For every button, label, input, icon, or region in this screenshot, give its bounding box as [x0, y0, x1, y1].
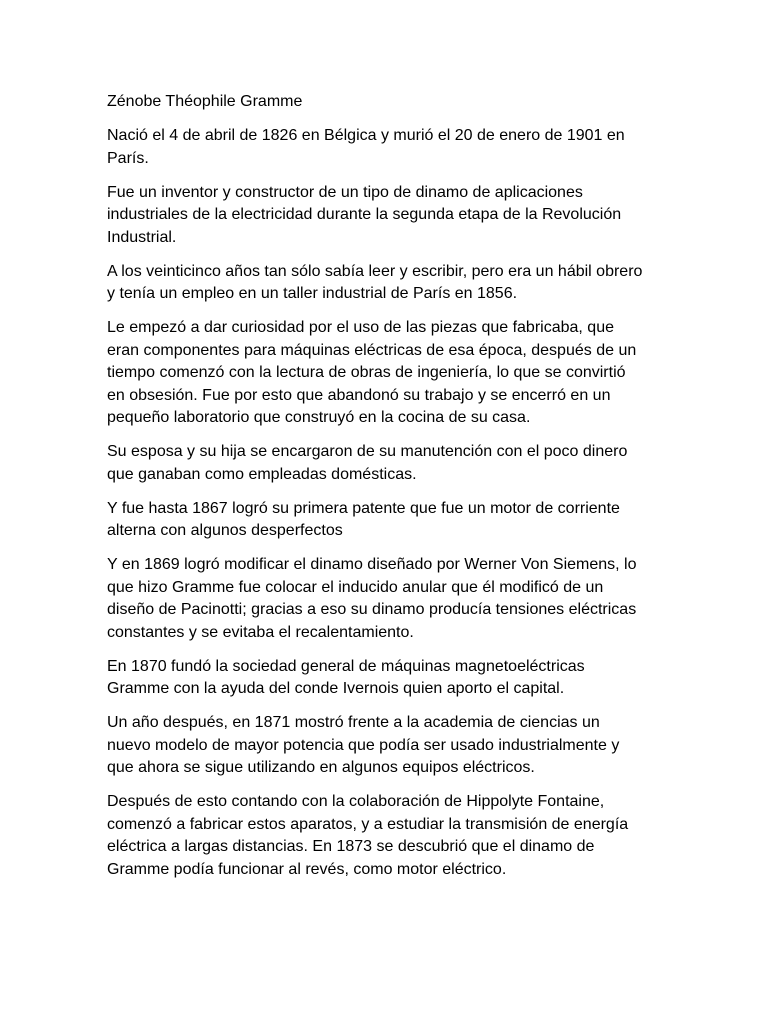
paragraph-birth-death: Nació el 4 de abril de 1826 en Bélgica y murió el 20 de enero de 1901 en París. [107, 127, 625, 167]
paragraph-fontaine-1873: Después de esto contando con la colaboración de Hippolyte Fontaine, comenzó a fabricar estos aparatos, y a estudiar la transmisión de energía eléctrica a largas distancias. En 1873 se descubrió que el dinamo de Gramme podía funcionar al revés, como motor eléctrico. [107, 793, 629, 878]
paragraph-dynamo-1869: Y en 1869 logró modificar el dinamo diseñado por Werner Von Siemens, lo que hizo Gramme fue colocar el inducido anular que él modificó de un diseño de Pacinotti; gracias a eso su dinamo producía tensiones eléctricas constantes y se evitaba el recalentamiento. [107, 556, 637, 641]
paragraph-academy-1871: Un año después, en 1871 mostró frente a la academia de ciencias un nuevo modelo de mayor potencia que podía ser usado industrialmente y que ahora se sigue utilizando en algunos equipos eléctricos. [107, 714, 620, 776]
paragraph-curiosity: Le empezó a dar curiosidad por el uso de las piezas que fabricaba, que eran componentes para máquinas eléctricas de esa época, después de un tiempo comenzó con la lectura de obras de ingeniería, lo que se convirtió en obsesión. Fue por esto que abandonó su trabajo y se encerró en un pequeño laboratorio que construyó en la cocina de su casa. [107, 319, 637, 426]
paragraph-first-patent: Y fue hasta 1867 logró su primera patente que fue un motor de corriente alterna con algunos desperfectos [107, 499, 620, 539]
paragraph-family-support: Su esposa y su hija se encargaron de su manutención con el poco dinero que ganaban como empleadas domésticas. [107, 443, 628, 483]
paragraph-society-1870: En 1870 fundó la sociedad general de máquinas magnetoeléctricas Gramme con la ayuda del conde Ivernois quien aporto el capital. [107, 657, 585, 697]
document-page [107, 91, 647, 893]
paragraph-inventor: Fue un inventor y constructor de un tipo de dinamo de aplicaciones industriales de la electricidad durante la segunda etapa de la Revolución Industrial. [107, 183, 622, 246]
paragraph-early-life: A los veinticinco años tan sólo sabía leer y escribir, pero era un hábil obrero y tenía un empleo en un taller industrial de París en 1856. [107, 262, 643, 302]
document-title: Zénobe Théophile Gramme [107, 93, 303, 110]
